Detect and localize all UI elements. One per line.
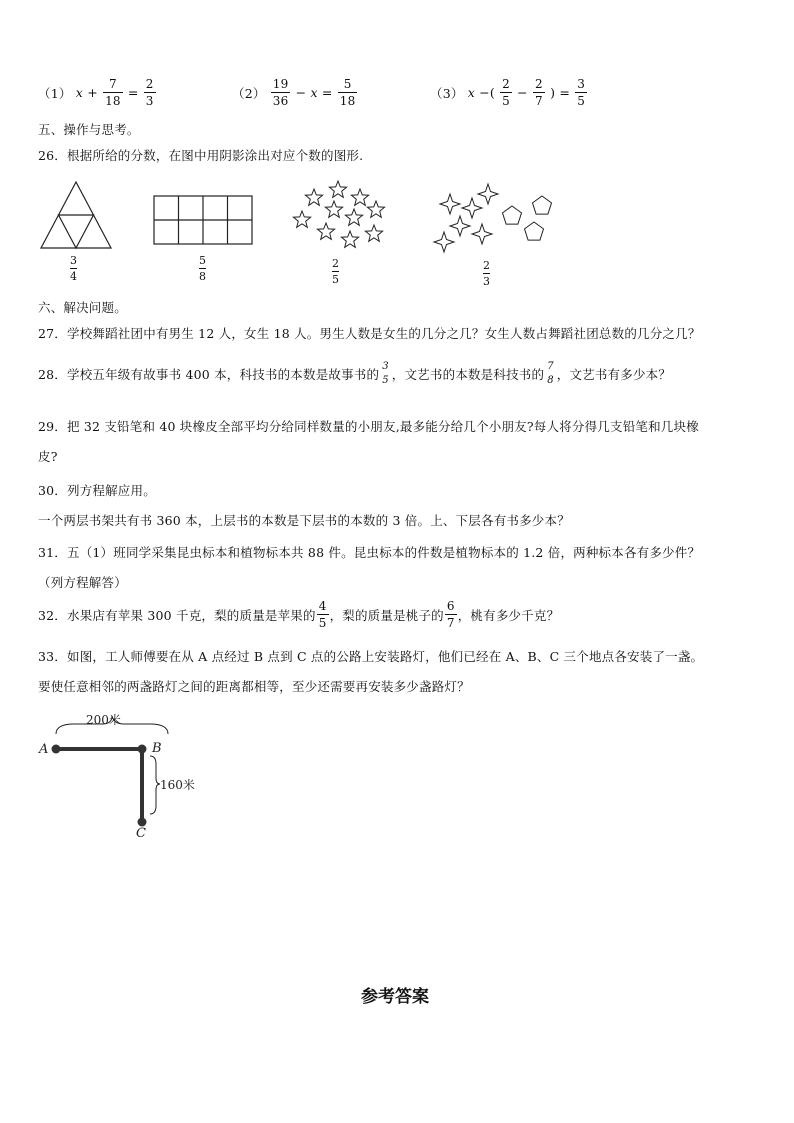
fraction: $\frac{3}{5}$ bbox=[577, 77, 586, 108]
four-point-star-icon bbox=[450, 216, 470, 236]
four-point-star-icon bbox=[478, 184, 498, 204]
fraction: $\frac{2}{7}$ bbox=[535, 77, 543, 108]
label-a: A bbox=[39, 742, 49, 757]
section-5-heading: 五、操作与思考。 bbox=[38, 122, 140, 137]
fraction: $\frac{2}{3}$ bbox=[145, 77, 154, 108]
fraction-label-stars-pentagons: 2 3 bbox=[483, 259, 490, 288]
fraction-label-triangle: 3 4 bbox=[70, 254, 77, 283]
equation-2: （2） $\frac{19}{36}$ − x = $\frac{5}{18}$ bbox=[232, 77, 356, 108]
star-icon bbox=[345, 209, 362, 225]
question-31-line-2: （列方程解答） bbox=[38, 575, 127, 590]
question-33-line-1: 33．如图，工人师傅要在从 A 点经过 B 点到 C 点的公路上安装路灯，他们已经在 A、B、C 三个地点各安装了一盏。 bbox=[38, 649, 704, 664]
grid-figure[interactable] bbox=[152, 194, 254, 246]
star-icon bbox=[341, 231, 358, 247]
point-a bbox=[52, 745, 61, 754]
four-point-star-icon bbox=[434, 232, 454, 252]
question-30-line-2: 一个两层书架共有书 360 本，上层书的本数是下层书的本数的 3 倍。上、下层各有书多少本？ bbox=[38, 513, 570, 528]
star-icon bbox=[317, 223, 334, 239]
fraction-label-stars: 2 5 bbox=[332, 257, 339, 286]
question-26: 26．根据所给的分数，在图中用阴影涂出对应个数的图形. bbox=[38, 148, 364, 163]
question-32: 32．水果店有苹果 300 千克，梨的质量是苹果的 $\frac{4}{5}$ ，梨的质量是桃子的 $\frac{6}{7}$ ，桃有多少千克？ bbox=[38, 599, 560, 630]
star-icon bbox=[367, 201, 384, 217]
fraction: $\frac{5}{18}$ bbox=[339, 77, 356, 108]
fraction: 7 8 bbox=[547, 361, 554, 386]
answer-title: 参考答案 bbox=[361, 987, 429, 1007]
label-200m: 200米 bbox=[86, 713, 121, 727]
pentagon-icon bbox=[503, 206, 522, 224]
inner-triangle bbox=[59, 215, 94, 248]
four-point-star-icon bbox=[462, 198, 482, 218]
question-31-line-1: 31．五（1）班同学采集昆虫标本和植物标本共 88 件。昆虫标本的件数是植物标本的 1.2 倍，两种标本各有多少件？ bbox=[38, 545, 701, 560]
fraction: 3 5 bbox=[382, 361, 389, 386]
label-c: C bbox=[136, 826, 146, 840]
star-icon bbox=[293, 211, 310, 227]
fraction-label-grid: 5 8 bbox=[199, 254, 206, 283]
question-29-line-2: 皮? bbox=[38, 449, 58, 464]
label-b: B bbox=[152, 741, 162, 756]
question-28: 28．学校五年级有故事书 400 本，科技书的本数是故事书的 3 5 ，文艺书的本数是科技书的 7 8 ，文艺书有多少本？ bbox=[38, 361, 672, 386]
equation-3: （3） x −( $\frac{2}{5}$ − $\frac{2}{7}$ ) = $\frac{3}{5}$ bbox=[430, 77, 586, 108]
star-icon bbox=[305, 189, 322, 205]
question-30-line-1: 30．列方程解应用。 bbox=[38, 483, 156, 498]
equation-1: （1） x + $\frac{7}{18}$ = $\frac{2}{3}$ bbox=[38, 77, 154, 108]
fraction: $\frac{4}{5}$ bbox=[318, 599, 327, 630]
pentagon-icon bbox=[525, 222, 544, 240]
label-160m: 160米 bbox=[160, 778, 195, 792]
star-icon bbox=[325, 201, 342, 217]
stars-pentagons-figure[interactable] bbox=[432, 180, 562, 255]
fraction: $\frac{6}{7}$ bbox=[446, 599, 455, 630]
question-33-line-2: 要使任意相邻的两盏路灯之间的距离都相等，至少还需要再安装多少盏路灯？ bbox=[38, 679, 470, 694]
fraction: $\frac{2}{5}$ bbox=[502, 77, 510, 108]
star-icon bbox=[365, 225, 382, 241]
question-27: 27．学校舞蹈社团中有男生 12 人，女生 18 人。男生人数是女生的几分之几？女生人数占舞蹈社团总数的几分之几？ bbox=[38, 326, 701, 341]
fraction: $\frac{7}{18}$ bbox=[105, 77, 121, 108]
section-6-heading: 六、解决问题。 bbox=[38, 300, 127, 315]
point-b bbox=[138, 745, 147, 754]
triangle-figure[interactable] bbox=[38, 178, 118, 253]
star-icon bbox=[351, 189, 368, 205]
four-point-star-icon bbox=[472, 224, 492, 244]
stars-figure[interactable] bbox=[288, 176, 390, 256]
four-point-star-icon bbox=[440, 194, 460, 214]
road-diagram bbox=[34, 704, 214, 840]
star-icon bbox=[329, 181, 346, 197]
fraction: $\frac{19}{36}$ bbox=[272, 77, 289, 108]
question-29-line-1: 29．把 32 支铅笔和 40 块橡皮全部平均分给同样数量的小朋友,最多能分给几个小朋友?每人将分得几支铅笔和几块橡 bbox=[38, 419, 699, 434]
pentagon-icon bbox=[533, 196, 552, 214]
